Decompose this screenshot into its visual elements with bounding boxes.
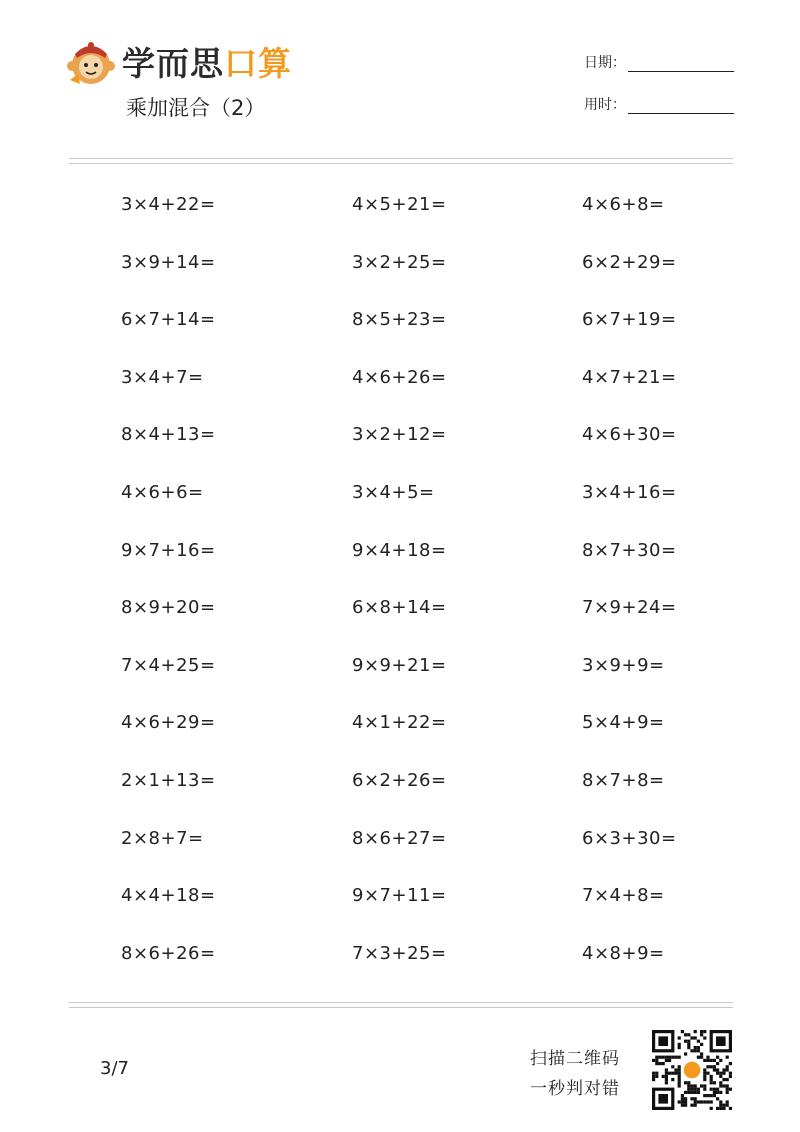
problem-item: 9×9+21= — [352, 655, 447, 676]
problem-item: 3×2+25= — [352, 252, 447, 273]
problem-item: 4×1+22= — [352, 712, 447, 733]
problem-item: 7×3+25= — [352, 943, 447, 964]
problem-item: 6×7+19= — [582, 309, 677, 330]
scan-instruction-line2: 一秒判对错 — [530, 1079, 620, 1099]
problem-item: 3×2+12= — [352, 424, 447, 445]
problem-item: 8×7+30= — [582, 540, 677, 561]
problem-item: 8×6+26= — [121, 943, 216, 964]
problem-item: 6×3+30= — [582, 828, 677, 849]
problem-item: 4×8+9= — [582, 943, 665, 964]
problem-item: 8×9+20= — [121, 597, 216, 618]
problem-item: 3×4+7= — [121, 367, 204, 388]
problem-item: 4×6+29= — [121, 712, 216, 733]
bottom-divider — [69, 1002, 733, 1008]
problem-item: 4×6+8= — [582, 194, 665, 215]
problem-item: 3×4+22= — [121, 194, 216, 215]
problem-item: 3×4+16= — [582, 482, 677, 503]
problem-item: 9×7+16= — [121, 540, 216, 561]
time-label: 用时： — [584, 97, 626, 113]
scan-instruction-line1: 扫描二维码 — [530, 1049, 620, 1069]
problem-item: 2×8+7= — [121, 828, 204, 849]
qr-code-icon[interactable] — [652, 1030, 732, 1110]
problem-item: 6×7+14= — [121, 309, 216, 330]
problem-item: 7×4+8= — [582, 885, 665, 906]
problem-item: 7×4+25= — [121, 655, 216, 676]
problem-item: 4×6+6= — [121, 482, 204, 503]
problem-item: 4×6+30= — [582, 424, 677, 445]
worksheet-title: 乘加混合（2） — [126, 96, 266, 120]
problem-item: 7×9+24= — [582, 597, 677, 618]
brand-accent: 口算 — [224, 44, 292, 83]
problem-item: 3×9+14= — [121, 252, 216, 273]
problem-item: 5×4+9= — [582, 712, 665, 733]
brand-main: 学而思 — [122, 44, 224, 83]
problem-item: 4×7+21= — [582, 367, 677, 388]
problem-item: 3×9+9= — [582, 655, 665, 676]
problem-item: 6×2+26= — [352, 770, 447, 791]
date-label: 日期： — [584, 55, 626, 71]
problem-item: 6×8+14= — [352, 597, 447, 618]
problem-item: 6×2+29= — [582, 252, 677, 273]
problem-item: 4×4+18= — [121, 885, 216, 906]
problem-item: 3×4+5= — [352, 482, 435, 503]
problem-item: 4×6+26= — [352, 367, 447, 388]
problem-item: 4×5+21= — [352, 194, 447, 215]
problem-item: 2×1+13= — [121, 770, 216, 791]
page-number: 3/7 — [100, 1058, 129, 1079]
problem-item: 8×5+23= — [352, 309, 447, 330]
problem-item: 8×7+8= — [582, 770, 665, 791]
problem-item: 9×7+11= — [352, 885, 447, 906]
problem-item: 9×4+18= — [352, 540, 447, 561]
problem-item: 8×4+13= — [121, 424, 216, 445]
problem-item: 8×6+27= — [352, 828, 447, 849]
